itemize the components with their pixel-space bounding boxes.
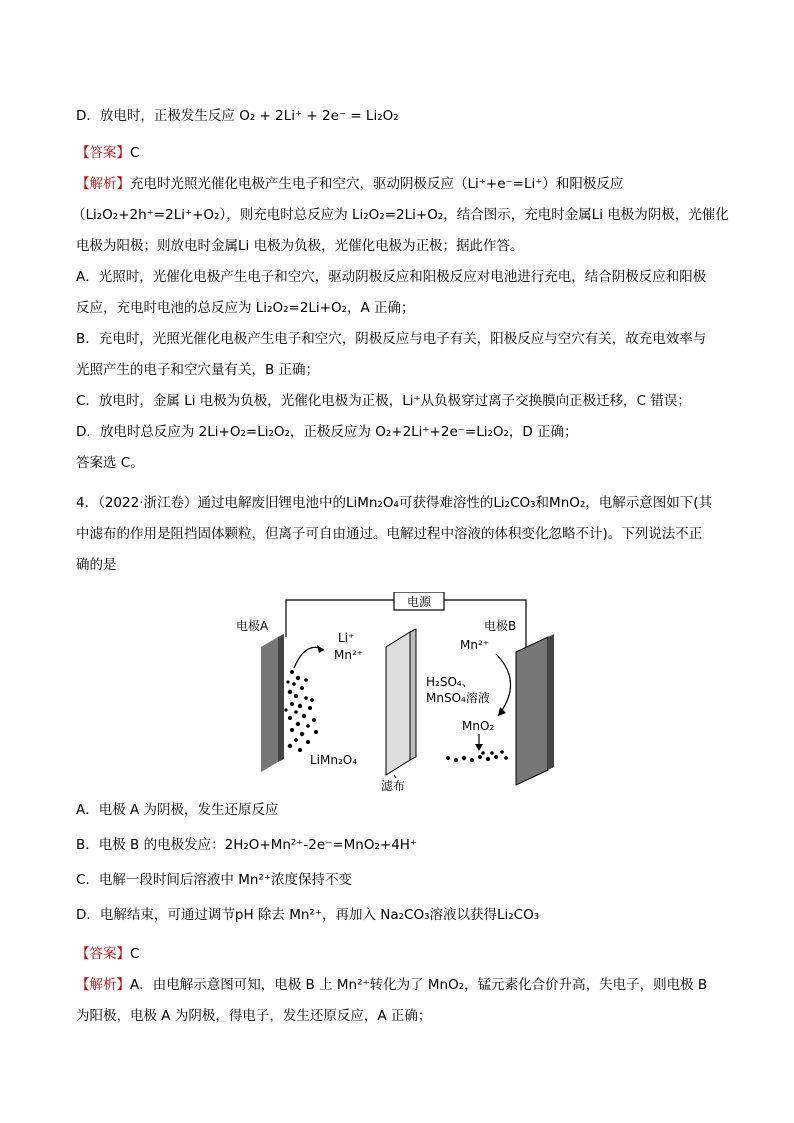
answer-value-2: C <box>130 946 140 962</box>
answer-label-2: 【答案】 <box>76 946 130 962</box>
electrode-b-label: 电极B <box>484 619 517 633</box>
solution-label-1: H₂SO₄、 <box>426 675 474 689</box>
limn2o4-particles <box>284 670 318 752</box>
oxidation-arrow <box>496 654 511 716</box>
filter-cloth-pointer <box>394 775 396 778</box>
option-d-text: D．放电时，正极发生反应 <box>76 108 235 124</box>
analysis-line-6: B．充电时，光照光催化电极产生电子和空穴，阴极反应与电子有关，阳极反应与空穴有关，故充电效率与 <box>76 331 707 347</box>
analysis-line-10: 答案选 C。 <box>76 455 144 471</box>
analysis-line-5: 反应，充电时电池的总反应为 Li₂O₂=2Li+O₂，A 正确； <box>76 300 415 316</box>
filter-cloth-label: 滤布 <box>381 779 406 792</box>
answer-line-1 <box>76 143 139 163</box>
mno2-arrowhead <box>475 744 483 751</box>
answer-line-2 <box>76 944 139 964</box>
analysis-line-2: （Li₂O₂+2h⁺=2Li⁺+O₂），则充电时总反应为 Li₂O₂=2Li+O₂，结合图示，充电时金属Li 电极为阴极，光催化 <box>72 207 729 223</box>
analysis-line-7: 光照产生的电子和空穴量有关，B 正确； <box>76 362 320 378</box>
option-b: B．电极 B 的电极发应：2H₂O+Mn²⁺-2e⁻=MnO₂+4H⁺ <box>76 837 418 853</box>
ion-mn-b-label: Mn²⁺ <box>460 638 490 652</box>
filter-cloth-front <box>386 632 410 775</box>
option-d-previous <box>76 106 399 126</box>
answer-value: C <box>130 145 140 161</box>
mno2-particles <box>446 750 508 762</box>
analysis-label: 【解析】 <box>76 176 130 192</box>
answer-label: 【答案】 <box>76 145 130 161</box>
oxidation-arrowhead <box>498 707 506 716</box>
question-4-stem-2: 中滤布的作用是阻挡固体颗粒，但离子可自由通过。电解过程中溶液的体积变化忽略不计)。下列说法不正 <box>76 526 703 542</box>
analysis-2-text: A．由电解示意图可知，电极 B 上 Mn²⁺转化为了 MnO₂，锰元素化合价升高，失电子，则电极 B <box>130 977 708 993</box>
analysis-label-2: 【解析】 <box>76 977 130 993</box>
electrode-b-side <box>548 634 554 770</box>
mno2-label: MnO₂ <box>462 719 495 733</box>
ion-mn-a-label: Mn²⁺ <box>334 648 364 662</box>
limn2o4-label: LiMn₂O₄ <box>310 753 358 767</box>
analysis-2-line-1 <box>76 975 707 995</box>
electrolysis-diagram <box>226 592 586 792</box>
option-a: A．电极 A 为阴极，发生还原反应 <box>76 802 279 818</box>
option-c: C．电解一段时间后溶液中 Mn²⁺浓度保持不变 <box>76 872 352 888</box>
electrode-b-front <box>516 637 548 785</box>
analysis-2-line-2: 为阳极，电极 A 为阴极，得电子，发生还原反应，A 正确； <box>76 1008 432 1024</box>
electrode-a-front <box>261 637 278 772</box>
analysis-line-1 <box>76 174 623 194</box>
solution-label-2: MnSO₄溶液 <box>426 691 490 705</box>
analysis-text: 充电时光照光催化电极产生电子和空穴，驱动阴极反应（Li⁺+e⁻=Li⁺）和阳极反应 <box>130 176 624 192</box>
option-d: D．电解结束，可通过调节pH 除去 Mn²⁺，再加入 Na₂CO₃溶液以获得Li₂CO₃ <box>76 907 540 923</box>
analysis-line-8: C．放电时，金属 Li 电极为负极，光催化电极为正极，Li⁺从负极穿过离子交换膜向正极迁移，C 错误； <box>76 393 691 409</box>
question-4-stem-1: 4．（2022·浙江卷）通过电解废旧锂电池中的LiMn₂O₄可获得难溶性的Li₂CO₃和MnO₂，电解示意图如下(其 <box>76 495 713 511</box>
analysis-line-4: A．光照时，光催化电极产生电子和空穴，驱动阴极反应和阳极反应对电池进行充电，结合阴极反应和阳极 <box>76 269 707 285</box>
filter-cloth-side <box>410 629 416 760</box>
power-source-label: 电源 <box>406 595 432 609</box>
ion-li-label: Li⁺ <box>338 631 355 645</box>
option-d-equation: O₂ + 2Li⁺ + 2e⁻ = Li₂O₂ <box>239 108 399 124</box>
analysis-line-9: D．放电时总反应为 2Li+O₂=Li₂O₂，正极反应为 O₂+2Li⁺+2e⁻=Li₂O₂，D 正确； <box>76 424 578 440</box>
analysis-line-3: 电极为阳极；则放电时金属Li 电极为负极，光催化电极为正极；据此作答。 <box>76 238 524 254</box>
question-4-stem-3: 确的是 <box>76 557 117 573</box>
electrode-a-label: 电极A <box>236 619 269 633</box>
electrode-a-side <box>278 634 284 762</box>
